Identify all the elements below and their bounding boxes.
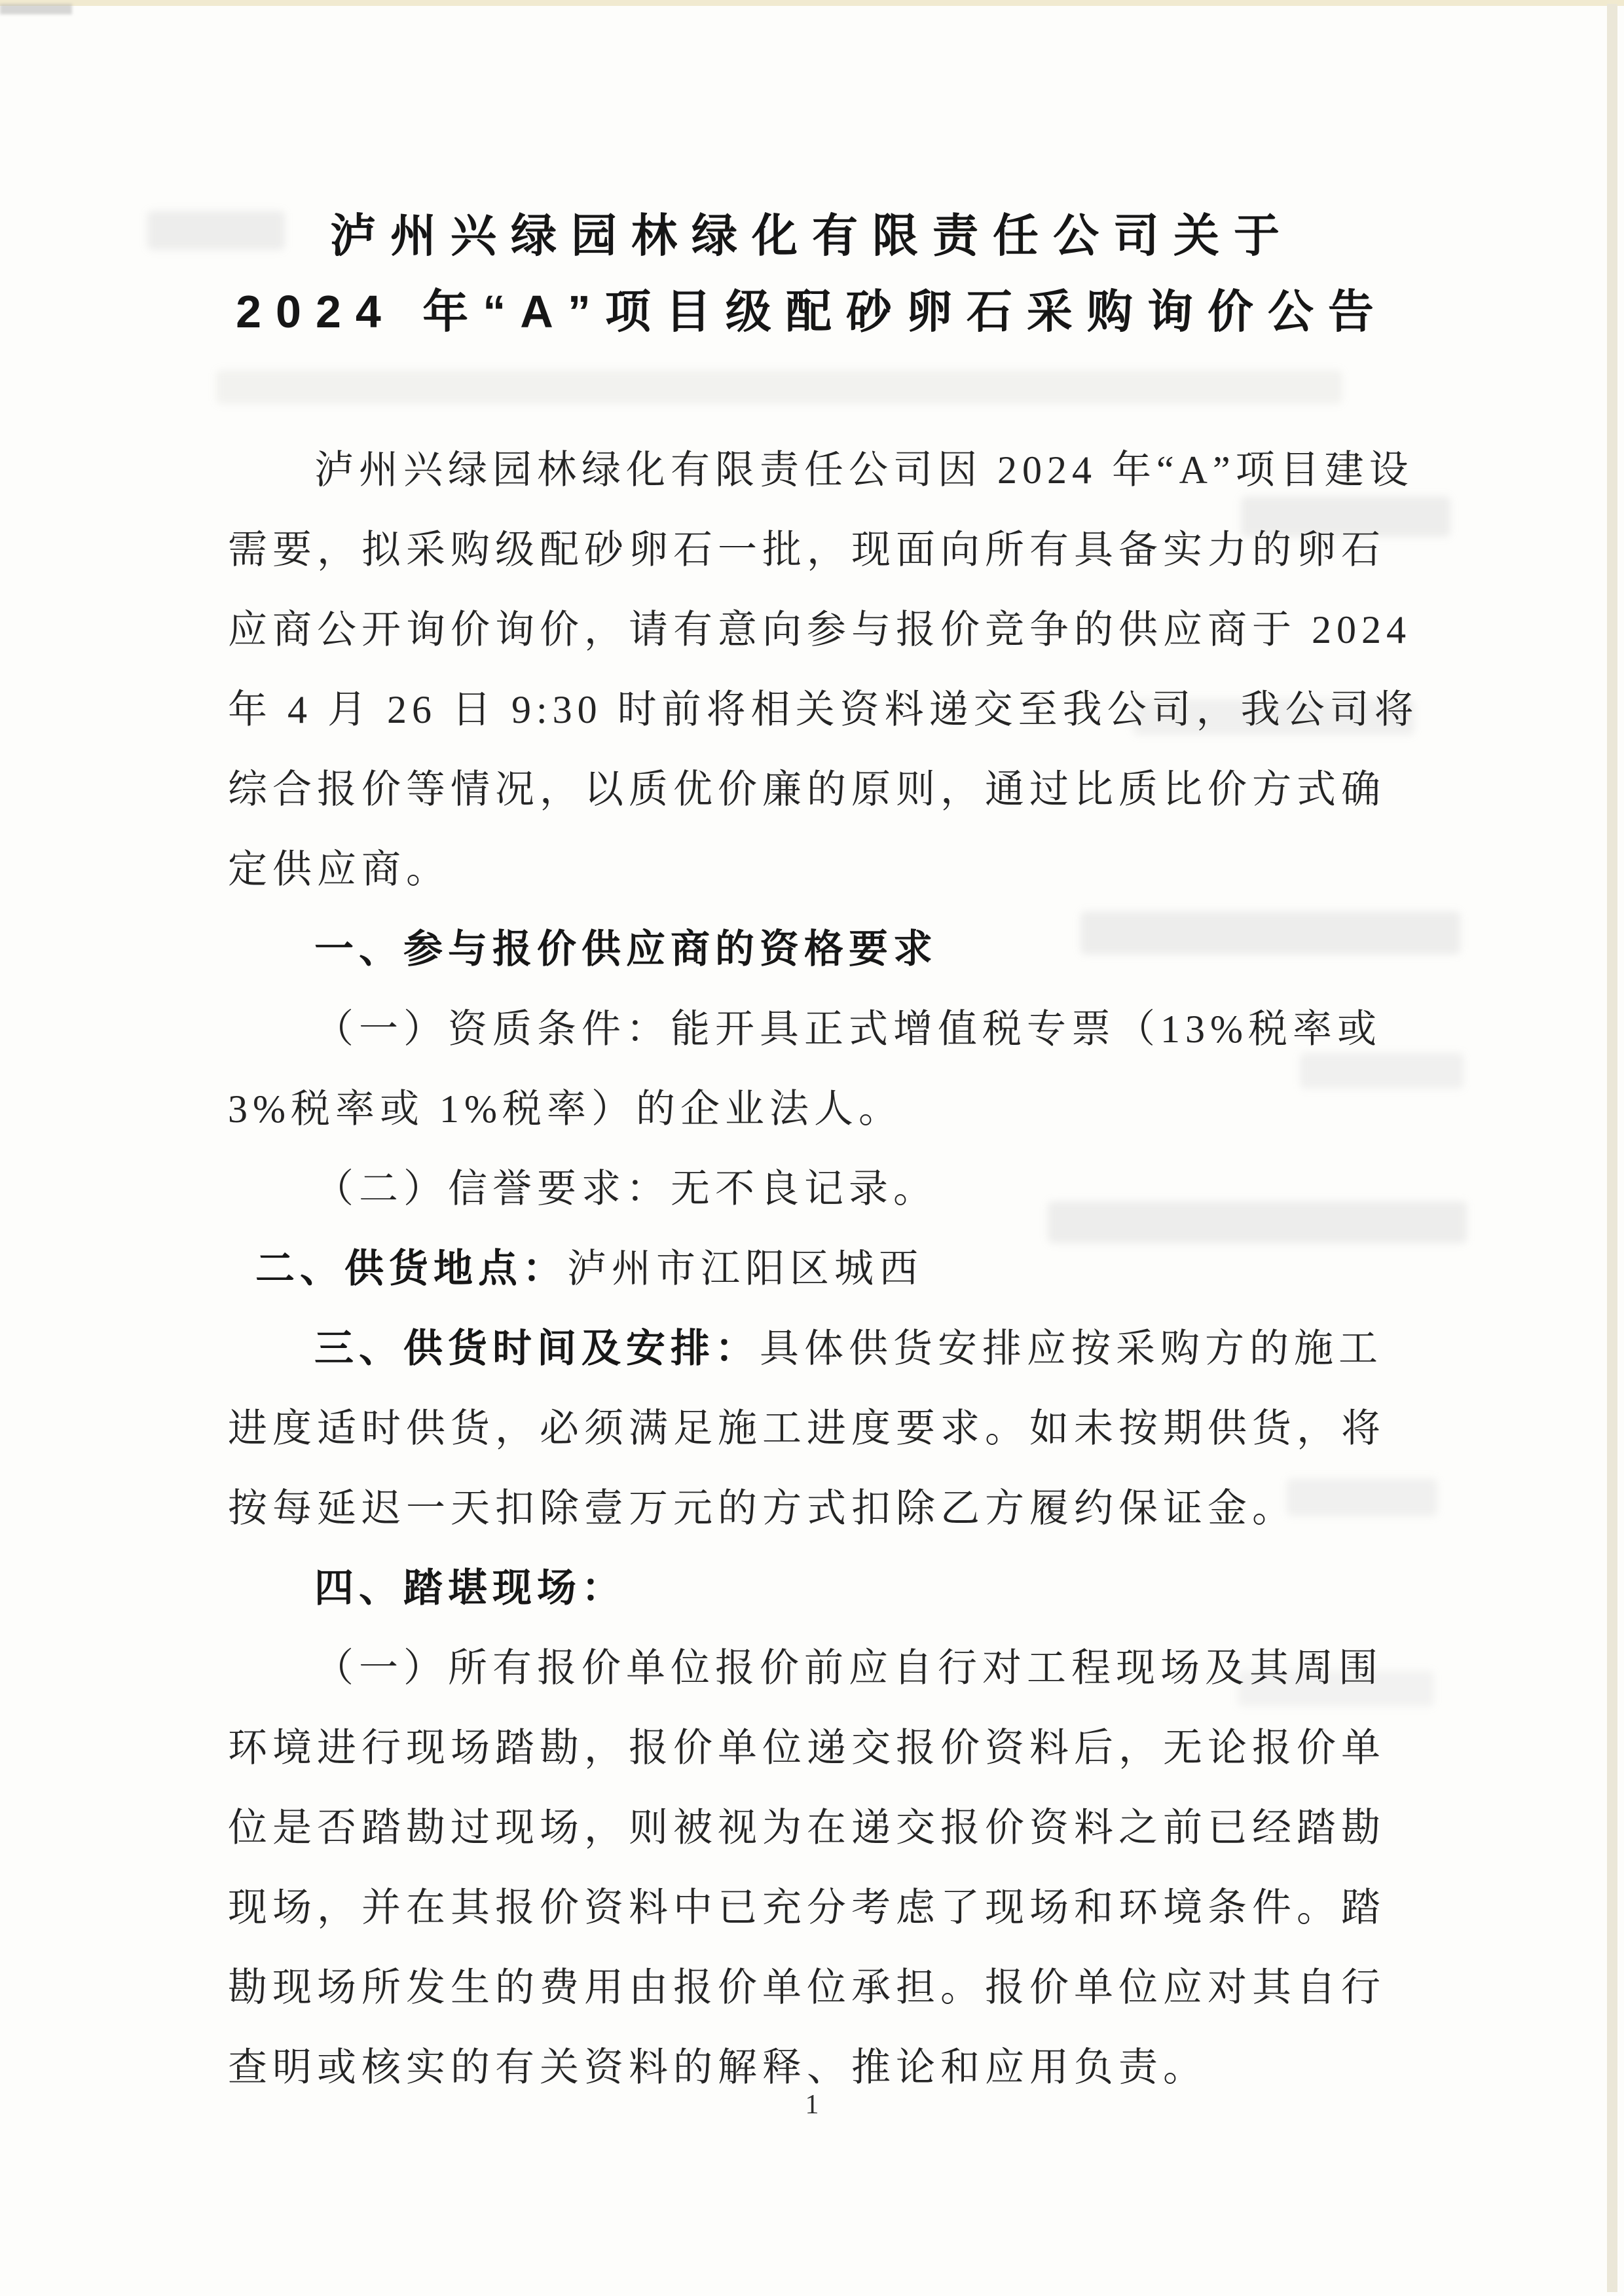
text-line — [228, 1149, 1400, 1229]
heading-text: 三、供货时间及安排： — [314, 1326, 760, 1370]
body-text: 位是否踏勘过现场，则被视为在递交报价资料之前已经踏勘 — [228, 1806, 1386, 1850]
text-line — [228, 829, 1400, 909]
heading-text: 二、供货地点： — [255, 1247, 567, 1290]
title-line-1: 泸州兴绿园林绿化有限责任公司关于 — [330, 210, 1294, 261]
page-number: 1 — [805, 2090, 819, 2120]
text-line — [228, 1468, 1400, 1548]
text-line — [228, 1389, 1400, 1468]
body-text: 进度适时供货，必须满足施工进度要求。如未按期供货，将 — [228, 1407, 1386, 1450]
heading-text: 一、参与报价供应商的资格要求 — [314, 927, 938, 971]
text-line — [228, 510, 1400, 590]
text-line — [228, 1788, 1400, 1868]
scan-artifact — [216, 370, 1342, 404]
document-body — [228, 430, 1419, 2107]
body-text: 查明或核实的有关资料的解释、推论和应用负责。 — [228, 2046, 1208, 2089]
body-text: 定供应商。 — [228, 848, 451, 891]
body-text: 环境进行现场踏勘，报价单位递交报价资料后，无论报价单 — [228, 1726, 1386, 1770]
body-text: 泸州市江阳区城西 — [567, 1247, 923, 1290]
body-text: 勘现场所发生的费用由报价单位承担。报价单位应对其自行 — [228, 1966, 1386, 2009]
text-line — [228, 1229, 1400, 1309]
heading-text: 四、踏堪现场： — [314, 1566, 626, 1610]
body-text: 需要，拟采购级配砂卵石一批，现面向所有具备实力的卵石 — [228, 528, 1386, 572]
body-text: 3%税率或 1%税率）的企业法人。 — [228, 1087, 903, 1131]
text-line — [228, 1948, 1400, 2028]
body-text: 现场，并在其报价资料中已充分考虑了现场和环境条件。踏 — [228, 1886, 1386, 1929]
document-title — [0, 198, 1624, 350]
text-line — [228, 430, 1414, 510]
text-line — [228, 1309, 1400, 1389]
body-text: （一）资质条件：能开具正式增值税专票（13%税率或 — [314, 1008, 1382, 1051]
text-line — [228, 989, 1400, 1069]
text-line — [228, 1548, 1400, 1628]
text-line — [228, 1708, 1400, 1788]
body-text: （一）所有报价单位报价前应自行对工程现场及其周围 — [314, 1647, 1383, 1690]
scan-edge-top — [0, 0, 1624, 6]
body-text: 应商公开询价询价，请有意向参与报价竞争的供应商于 2024 — [228, 608, 1411, 651]
text-line — [228, 590, 1411, 670]
body-text: 按每延迟一天扣除壹万元的方式扣除乙方履约保证金。 — [228, 1487, 1297, 1530]
title-line-2: 2024 年“A”项目级配砂卵石采购询价公告 — [236, 286, 1388, 337]
body-text: 综合报价等情况，以质优价廉的原则，通过比质比价方式确 — [228, 768, 1386, 811]
body-text: 年 4 月 26 日 9:30 时前将相关资料递交至我公司，我公司将 — [228, 688, 1419, 731]
text-line — [228, 1628, 1400, 1708]
text-line — [228, 750, 1400, 829]
scan-artifact — [0, 4, 72, 14]
body-text: （二）信誉要求：无不良记录。 — [314, 1167, 938, 1211]
text-line — [228, 1069, 1400, 1149]
body-text: 泸州兴绿园林绿化有限责任公司因 2024 年“A”项目建设 — [314, 448, 1414, 492]
body-text: 具体供货安排应按采购方的施工 — [760, 1327, 1383, 1370]
text-line — [228, 670, 1419, 750]
text-line — [228, 909, 1400, 989]
text-line — [228, 1868, 1400, 1948]
